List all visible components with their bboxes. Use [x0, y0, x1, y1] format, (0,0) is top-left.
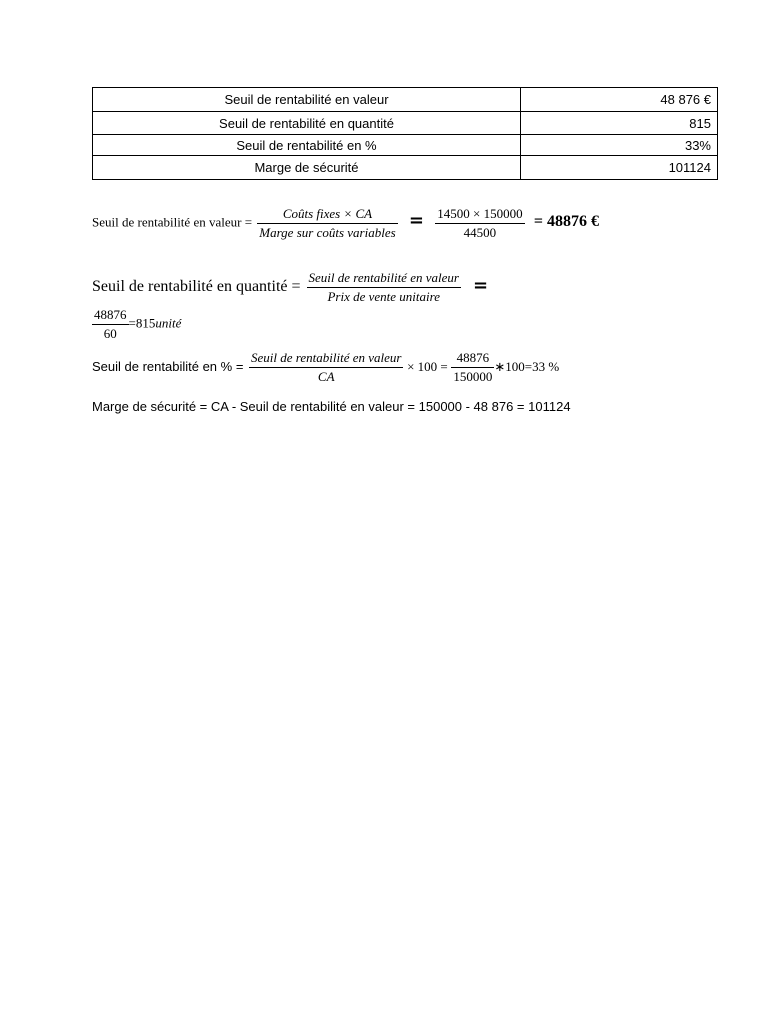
summary-table — [92, 87, 718, 180]
formula-quantite-fraction — [307, 270, 461, 305]
fraction-denominator: Prix de vente unitaire — [327, 289, 440, 304]
fraction-denominator: Marge sur coûts variables — [259, 225, 396, 240]
row-label: Seuil de rentabilité en quantité — [93, 112, 521, 135]
row-value: 48 876 € — [521, 88, 718, 112]
row-label: Marge de sécurité — [93, 156, 521, 180]
times-hundred: × 100 = — [407, 358, 448, 374]
formula-pourcentage — [92, 350, 559, 385]
formula-valeur-result: = 48876 € — [533, 213, 599, 231]
fraction-numerator: 14500 × 150000 — [435, 206, 524, 224]
formula-quantite-numeric-fraction — [92, 307, 129, 342]
formula-valeur-lhs: Seuil de rentabilité en valeur = — [92, 214, 253, 230]
formula-pourcentage-result: ∗100=33 % — [494, 358, 560, 374]
table-row — [93, 135, 718, 156]
table-row — [93, 156, 718, 180]
result-unit: unité — [155, 315, 182, 331]
fraction-numerator: 48876 — [451, 350, 494, 368]
formula-valeur — [92, 206, 599, 241]
fraction-denominator: 44500 — [463, 225, 497, 240]
formula-valeur-numeric-fraction — [435, 206, 524, 241]
row-label: Seuil de rentabilité en % — [93, 135, 521, 156]
fraction-denominator: CA — [317, 369, 335, 384]
formula-quantite-lhs: Seuil de rentabilité en quantité = — [92, 278, 301, 296]
fraction-numerator: 48876 — [92, 307, 129, 325]
table-row — [93, 112, 718, 135]
formula-valeur-fraction — [257, 206, 397, 241]
equals-sign: = — [408, 210, 424, 232]
formula-marge: Marge de sécurité = CA - Seuil de rentabilité en valeur = 150000 - 48 876 = 101124 — [92, 399, 571, 414]
formula-quantite-result — [92, 307, 181, 342]
fraction-denominator: 60 — [103, 326, 117, 341]
fraction-numerator: Seuil de rentabilité en valeur — [307, 270, 461, 288]
fraction-denominator: 150000 — [453, 369, 493, 384]
fraction-numerator: Coûts fixes × CA — [257, 206, 397, 224]
formula-pourcentage-numeric-fraction — [451, 350, 494, 385]
equals-sign: = — [472, 275, 489, 297]
row-label: Seuil de rentabilité en valeur — [93, 88, 521, 112]
row-value: 815 — [521, 112, 718, 135]
fraction-numerator: Seuil de rentabilité en valeur — [249, 350, 403, 368]
formula-pourcentage-lhs: Seuil de rentabilité en % = — [92, 358, 244, 374]
formula-pourcentage-fraction — [249, 350, 403, 385]
row-value: 101124 — [521, 156, 718, 180]
result-value: =815 — [128, 315, 156, 331]
table-row — [93, 88, 718, 112]
row-value: 33% — [521, 135, 718, 156]
formula-quantite — [92, 270, 488, 305]
